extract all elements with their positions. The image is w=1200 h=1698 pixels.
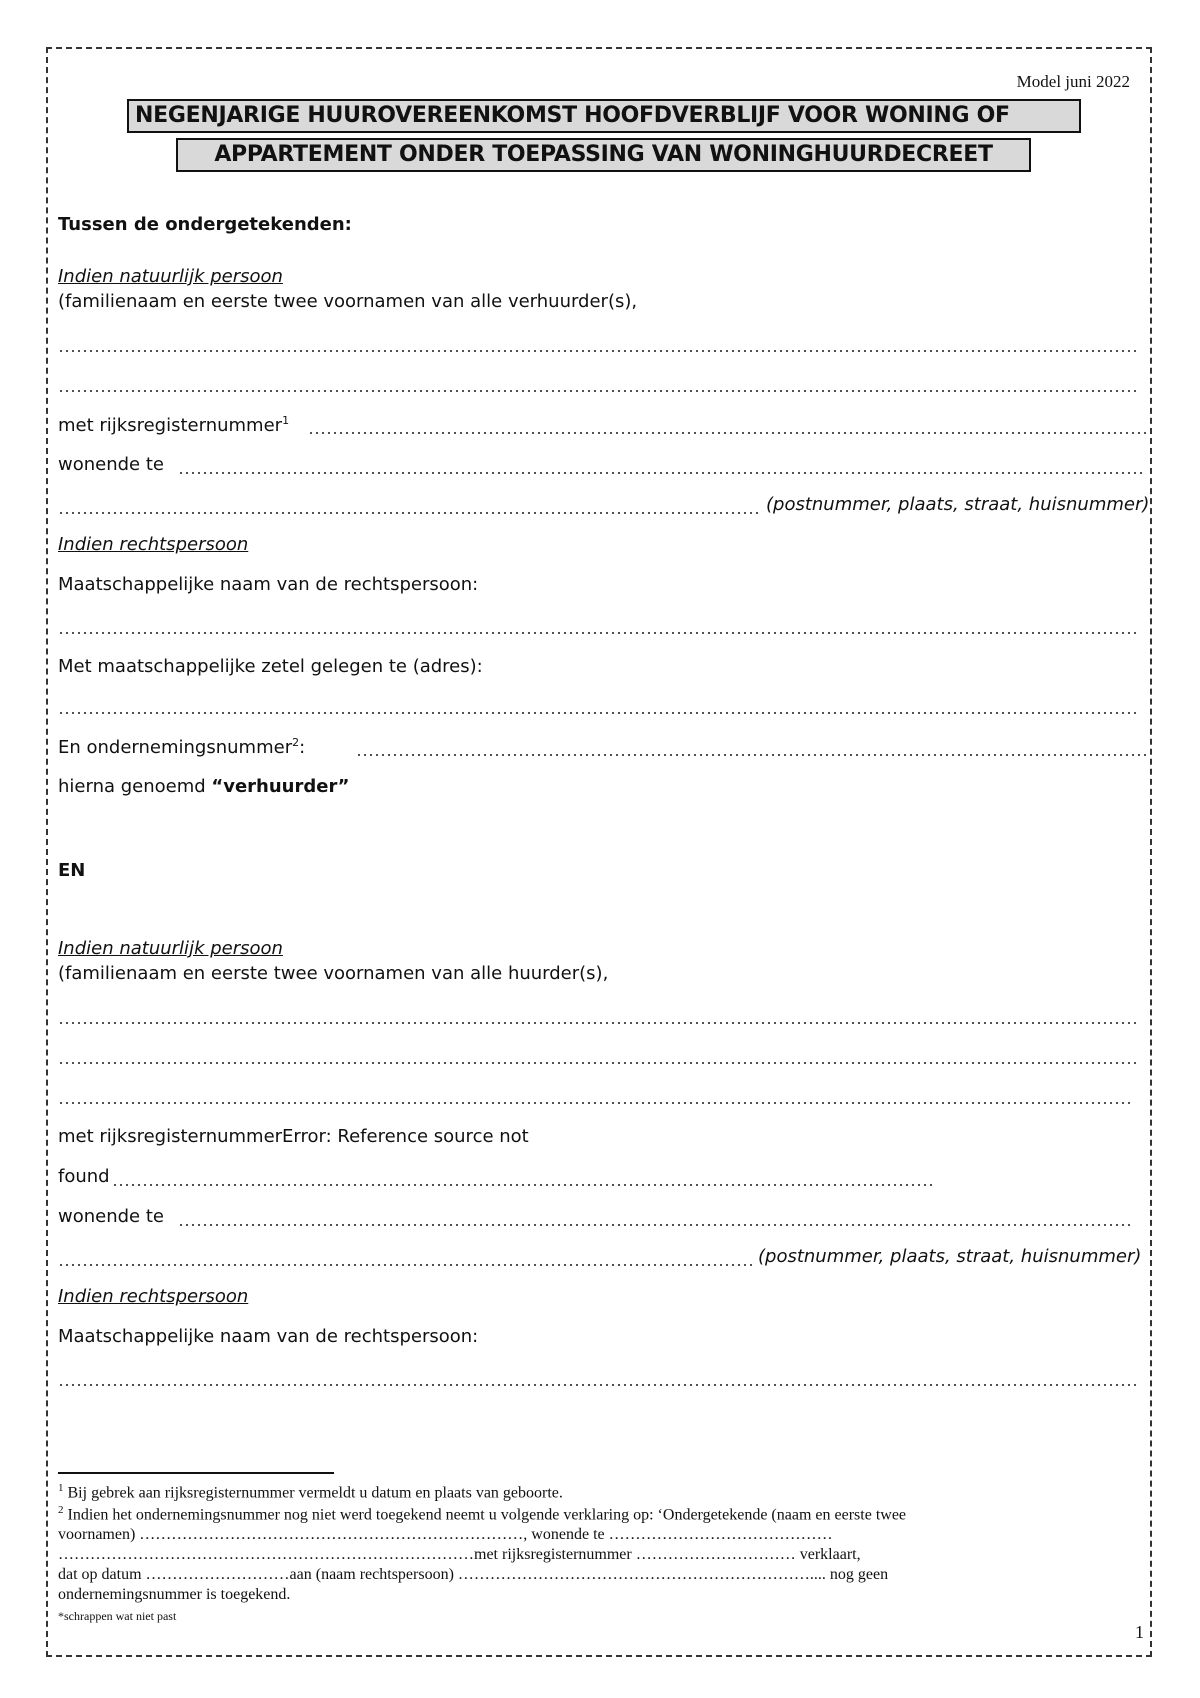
tenant-address-field[interactable]	[58, 1264, 752, 1266]
lessor-legal-heading: Indien rechtspersoon	[58, 534, 249, 555]
strike-note: *schrappen wat niet past	[58, 1609, 177, 1623]
footnote-ref-1: 1	[282, 414, 290, 427]
tenant-residence-label: wonende te	[58, 1206, 164, 1227]
footnote-ref-2: 2	[292, 736, 300, 749]
tenant-residence-field[interactable]	[178, 1224, 1130, 1226]
tenant-address-hint: (postnummer, plaats, straat, huisnummer)	[758, 1246, 1142, 1267]
lessor-natural-heading: Indien natuurlijk persoon	[58, 266, 283, 287]
lessor-address-hint: (postnummer, plaats, straat, huisnummer)	[766, 494, 1150, 515]
lessor-rrn-field[interactable]	[308, 432, 1146, 434]
lessor-name-field-2[interactable]	[58, 390, 1136, 392]
lessor-company-number-label: En ondernemingsnummer$^2$:	[58, 736, 306, 758]
lessor-company-number-field[interactable]	[356, 754, 1146, 756]
footnote-2: $^2$ Indien het ondernemingsnummer nog niet werd toegekend neemt u volgende verklaring op: ‘Ondergetekende (naam en eerste twee voornamen) ………………………………………………………………, wonende te …………………………………… ……………………………………………………………………met rijksregisternummer ………………………… verklaart, dat op datum ………………………aan (naam rechtspersoon) ………………………………………………………….... nog geen ondernemingsnummer is toegekend.	[58, 1504, 907, 1604]
lessor-name-field-1[interactable]	[58, 350, 1136, 352]
lessor-seat-label: Met maatschappelijke zetel gelegen te (adres):	[58, 656, 483, 677]
lessor-named: hierna genoemd “verhuurder”	[58, 776, 350, 797]
tenant-natural-heading: Indien natuurlijk persoon	[58, 938, 283, 959]
footnote-separator	[58, 1472, 334, 1474]
page-border	[46, 47, 1152, 1657]
tenant-legal-name-label: Maatschappelijke naam van de rechtspersoon:	[58, 1326, 479, 1347]
parties-intro: Tussen de ondergetekenden:	[58, 214, 352, 235]
lessor-role: “verhuurder”	[211, 776, 350, 797]
page-number: 1	[1135, 1622, 1144, 1642]
document-title-line-2: APPARTEMENT ONDER TOEPASSING VAN WONINGHUURDECREET	[176, 138, 1031, 172]
lessor-address-field[interactable]	[58, 512, 758, 514]
lessor-legal-name-field[interactable]	[58, 632, 1136, 634]
lessor-legal-name-label: Maatschappelijke naam van de rechtspersoon:	[58, 574, 479, 595]
tenant-natural-desc: (familienaam en eerste twee voornamen van alle huurder(s),	[58, 963, 609, 984]
tenant-rrn-field[interactable]	[112, 1184, 932, 1186]
lessor-residence-label: wonende te	[58, 454, 164, 475]
lessor-residence-field[interactable]	[178, 472, 1146, 474]
tenant-name-field-3[interactable]	[58, 1102, 1130, 1104]
footnote-1: $^1$ Bij gebrek aan rijksregisternummer vermeldt u datum en plaats van geboorte.	[58, 1482, 563, 1502]
model-date: Model juni 2022	[1016, 72, 1130, 91]
tenant-name-field-2[interactable]	[58, 1062, 1136, 1064]
lessor-seat-field[interactable]	[58, 712, 1136, 714]
tenant-rrn-found: found	[58, 1166, 110, 1187]
lessor-natural-desc: (familienaam en eerste twee voornamen van alle verhuurder(s),	[58, 291, 638, 312]
tenant-legal-heading: Indien rechtspersoon	[58, 1286, 249, 1307]
tenant-name-field-1[interactable]	[58, 1022, 1136, 1024]
tenant-legal-name-field[interactable]	[58, 1384, 1136, 1386]
en-separator: EN	[58, 860, 86, 881]
lessor-rrn-label: met rijksregisternummer$^1$	[58, 414, 290, 436]
tenant-rrn-label: met rijksregisternummerError: Reference source not	[58, 1126, 529, 1147]
document-title-line-1: NEGENJARIGE HUUROVEREENKOMST HOOFDVERBLIJF VOOR WONING OF	[127, 99, 1081, 133]
